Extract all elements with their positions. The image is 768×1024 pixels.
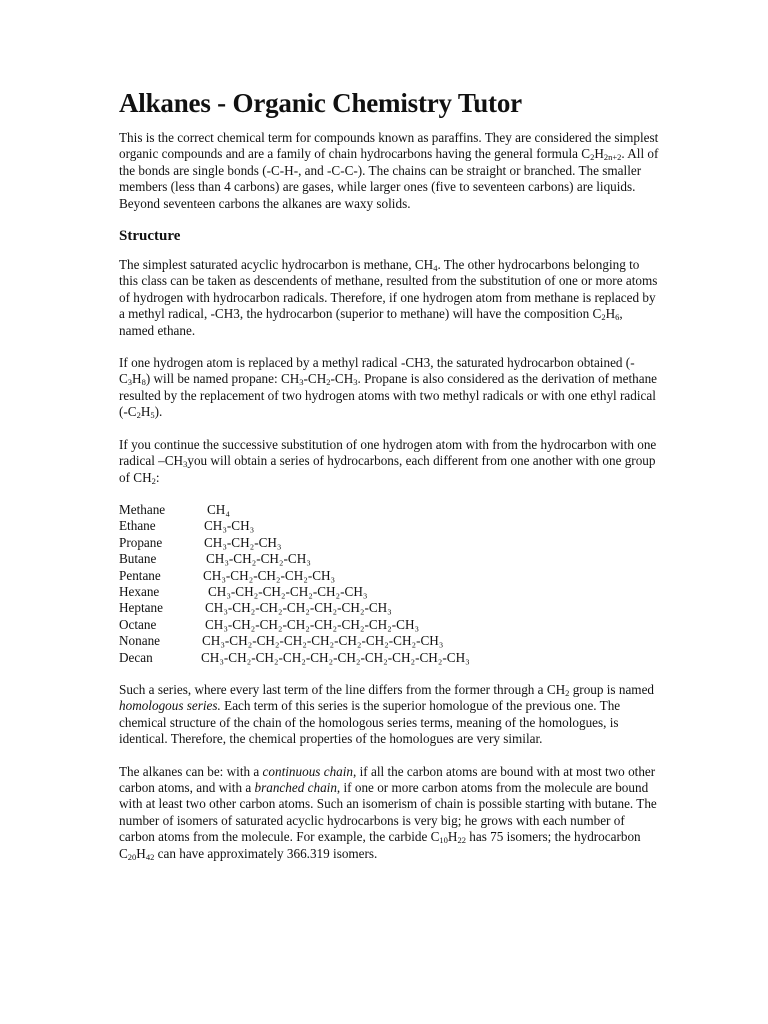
page-title: Alkanes - Organic Chemistry Tutor xyxy=(119,88,522,118)
document-page xyxy=(119,88,659,878)
homologous-series-list xyxy=(119,502,659,666)
series-row: Nonane CH₃-CH₂-CH₂-CH₂-CH₂-CH₂-CH₂-CH₂-CH₃ xyxy=(119,633,444,649)
intro-paragraph: This is the correct chemical term for compounds known as paraffins. They are considered the simplest organic compounds and are a family of chain hydrocarbons having the general formula $C_2H_{2n+2}$. All of the bonds are single bonds (-C-H-, and -C-C-). The chains can be straight or branched. The smaller members (less than 4 carbons) are gases, while larger ones (five to seventeen carbons) are liquids. Beyond seventeen carbons the alkanes are waxy solids. xyxy=(119,130,659,211)
series-row: Pentane CH₃-CH₂-CH₂-CH₂-CH₃ xyxy=(119,567,336,583)
methane-paragraph: The simplest saturated acyclic hydrocarbon is methane, $CH_4$. The other hydrocarbons belonging to this class can be taken as descendents of methane, resulted from the substitution of one or more atoms of hydrogen with hydrocarbon radicals. Therefore, if one hydrogen atom from methane is replaced by a methyl radical, -CH3, the hydrocarbon (superior to methane) will have the composition $C_2H_6$, named ethane. xyxy=(119,257,658,338)
series-row: Methane CH₄ xyxy=(119,501,230,517)
homologous-paragraph: Such a series, where every last term of the line differs from the former through a $CH_2$ group is named homologous series. Each term of this series is the superior homologue of the previous one. The chemical structure of the chain of the homologous series terms, meaning of the homologues, is identical. Therefore, the chemical properties of the homologues are very similar. xyxy=(119,681,655,747)
series-row: Hexane CH₃-CH₂-CH₂-CH₂-CH₂-CH₃ xyxy=(119,583,368,599)
series-row: Decan CH₃-CH₂-CH₂-CH₂-CH₂-CH₂-CH₂-CH₂-CH₂-CH₃ xyxy=(119,649,470,665)
substitution-paragraph: If you continue the successive substitution of one hydrogen atom with from the hydrocarbon with one radical $-CH_3you$ will obtain a series of hydrocarbons, each different from one another with one group of $CH_2$: xyxy=(119,436,657,486)
series-row: Ethane CH₃-CH₃ xyxy=(119,518,255,534)
series-row: Butane CH₃-CH₂-CH₂-CH₃ xyxy=(119,551,311,567)
series-row: Propane CH₃-CH₂-CH₃ xyxy=(119,534,282,550)
isomerism-paragraph: The alkanes can be: with a continuous chain, if all the carbon atoms are bound with at most two other carbon atoms, and with a branched chain, if one or more carbon atoms from the molecule are bound with at least two other carbon atoms. Such an isomerism of chain is possible starting with butane. The number of isomers of saturated acyclic hydrocarbons is very big; he grows with each number of carbon atoms from the molecule. For example, the carbide $C_{10}H_{22}$ has 75 isomers; the hydrocarbon $C_{20}H_{42}$ can have approximately 366.319 isomers. xyxy=(119,763,657,862)
structure-heading: Structure xyxy=(119,228,181,245)
series-row: Heptane CH₃-CH₂-CH₂-CH₂-CH₂-CH₂-CH₃ xyxy=(119,600,392,616)
propane-paragraph: If one hydrogen atom is replaced by a methyl radical -CH3, the saturated hydrocarbon obtained $(-C_3H_8)$ will be named propane: $CH_3-CH_2-CH_3$. Propane is also considered as the derivation of methane resulted by the replacement of two hydrogen atoms with two methyl radicals or with one ethyl radical $(-C_2H_5)$. xyxy=(119,355,658,421)
series-row: Octane CH₃-CH₂-CH₂-CH₂-CH₂-CH₂-CH₂-CH₃ xyxy=(119,616,420,632)
